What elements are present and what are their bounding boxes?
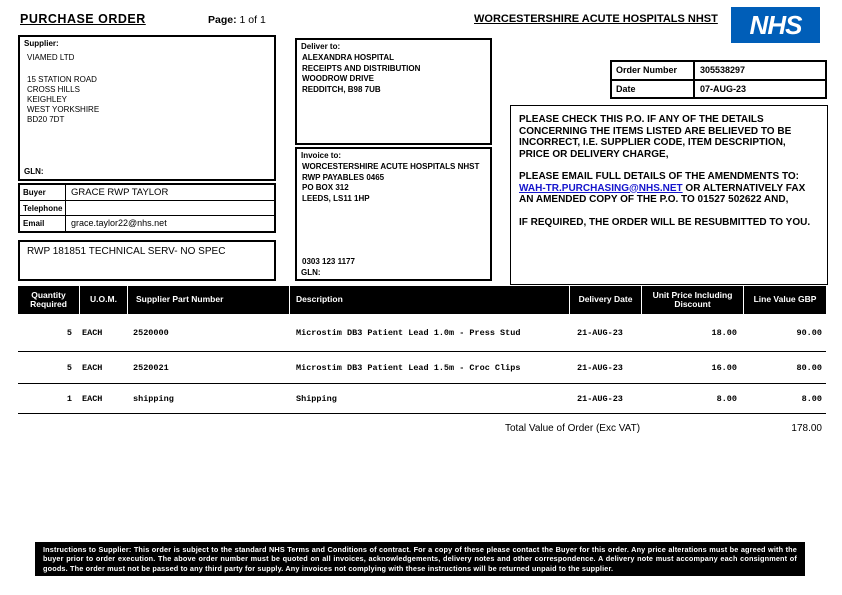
email-value: grace.taylor22@nhs.net — [71, 218, 167, 229]
item-line-value: 90.00 — [796, 327, 822, 338]
requisition-box — [18, 240, 276, 281]
deliver-address-line: RECEIPTS AND DISTRIBUTION — [302, 63, 421, 73]
item-uom: EACH — [82, 362, 103, 373]
item-part-number: 2520000 — [133, 327, 169, 338]
page-label: Page: — [208, 14, 237, 26]
item-description: Microstim DB3 Patient Lead 1.5m - Croc Clips — [296, 362, 521, 373]
deliver-address-line: WOODROW DRIVE — [302, 74, 374, 83]
item-delivery-date: 21-AUG-23 — [577, 327, 623, 338]
order-number-row — [612, 62, 825, 81]
supplier-address-line: 15 STATION ROAD — [27, 75, 97, 84]
item-qty: 1 — [66, 393, 72, 404]
item-delivery-date: 21-AUG-23 — [577, 393, 623, 404]
header-uom: U.O.M. — [80, 286, 128, 314]
invoice-gln-label: GLN: — [301, 268, 321, 277]
supplier-label: Supplier: — [24, 39, 59, 48]
order-date-label: Date — [612, 81, 695, 98]
order-number-label: Order Number — [612, 62, 695, 79]
item-qty: 5 — [66, 327, 72, 338]
item-unit-price: 18.00 — [711, 327, 737, 338]
requisition-text: RWP 181851 TECHNICAL SERV- NO SPEC — [27, 246, 226, 257]
item-unit-price: 8.00 — [716, 393, 737, 404]
invoice-address-line: LEEDS, LS11 1HP — [302, 193, 370, 203]
notice-box — [510, 105, 828, 285]
notice-paragraph-3: IF REQUIRED, THE ORDER WILL BE RESUBMITTED TO YOU. — [519, 216, 811, 228]
buyer-row — [20, 185, 274, 201]
header-description: Description — [290, 286, 570, 314]
buyer-label: Buyer — [20, 185, 66, 200]
item-description: Shipping — [296, 393, 337, 404]
supplier-address-line: CROSS HILLS — [27, 85, 80, 94]
item-uom: EACH — [82, 393, 103, 404]
invoice-address-line: WORCESTERSHIRE ACUTE HOSPITALS NHST — [302, 162, 480, 171]
order-info-table — [610, 60, 827, 99]
item-row — [18, 314, 826, 352]
email-row — [20, 216, 274, 231]
notice-paragraph-1: PLEASE CHECK THIS P.O. IF ANY OF THE DETAILS CONCERNING THE ITEMS LISTED ARE BELIEVED TO BE INCORRECT, I.E. SUPPLIER CODE, ITEM DESCRIPTION, PRICE OR DELIVERY CHARGE, — [519, 114, 792, 160]
header-supplier-part-number: Supplier Part Number — [128, 286, 290, 314]
supplier-name: VIAMED LTD — [27, 53, 75, 62]
deliver-to-address — [302, 53, 488, 95]
item-uom: EACH — [82, 327, 103, 338]
header-quantity-required: Quantity Required — [18, 286, 80, 314]
trust-name: WORCESTERSHIRE ACUTE HOSPITALS NHST — [474, 13, 718, 25]
email-label: Email — [20, 216, 66, 231]
notice-paragraph-2-after: OR ALTERNATIVELY FAX AN AMENDED COPY OF THE P.O. TO 01527 502622 AND, — [519, 182, 806, 205]
item-row — [18, 384, 826, 414]
header-delivery-date: Delivery Date — [570, 286, 642, 314]
item-line-value: 8.00 — [801, 393, 822, 404]
order-number-value: 305538297 — [700, 65, 746, 75]
page-indicator — [208, 14, 266, 26]
items-table-header — [18, 286, 826, 314]
invoice-to-address — [302, 162, 488, 204]
page-value: 1 of 1 — [239, 14, 266, 26]
item-row — [18, 352, 826, 384]
order-date-value: 07-AUG-23 — [700, 83, 747, 94]
deliver-to-box — [295, 38, 492, 145]
order-total-label: Total Value of Order (Exc VAT) — [505, 423, 641, 434]
telephone-value — [66, 201, 274, 216]
deliver-address-line: REDDITCH, B98 7UB — [302, 84, 381, 94]
header-line-value: Line Value GBP — [753, 294, 817, 305]
supplier-address — [27, 75, 99, 125]
item-part-number: shipping — [133, 393, 174, 404]
invoice-phone: 0303 123 1177 — [302, 257, 355, 266]
order-total-value: 178.00 — [791, 423, 822, 434]
invoice-address-line: RWP PAYABLES 0465 — [302, 172, 385, 182]
buyer-value: GRACE RWP TAYLOR — [71, 187, 169, 198]
supplier-gln-label: GLN: — [24, 167, 44, 176]
buyer-contact-table — [18, 183, 276, 233]
items-table — [18, 286, 826, 444]
invoice-to-box — [295, 147, 492, 281]
purchasing-email-link[interactable]: WAH-TR.PURCHASING@NHS.NET — [519, 182, 683, 194]
telephone-row — [20, 201, 274, 217]
telephone-label: Telephone — [20, 201, 66, 216]
notice-paragraph-2-before: PLEASE EMAIL FULL DETAILS OF THE AMENDMENTS TO: — [519, 171, 800, 182]
item-unit-price: 16.00 — [711, 362, 737, 373]
item-part-number: 2520021 — [133, 362, 169, 373]
order-date-row — [612, 81, 825, 98]
supplier-address-line: KEIGHLEY — [27, 95, 68, 104]
item-delivery-date: 21-AUG-23 — [577, 362, 623, 373]
nhs-logo-text: NHS — [749, 9, 802, 40]
invoice-address-line: PO BOX 312 — [302, 183, 349, 192]
item-description: Microstim DB3 Patient Lead 1.0m - Press Stud — [296, 327, 521, 338]
supplier-box — [18, 35, 276, 181]
nhs-logo — [731, 7, 820, 43]
supplier-address-line: WEST YORKSHIRE — [27, 105, 100, 114]
invoice-to-label: Invoice to: — [301, 151, 342, 160]
header-unit-price: Unit Price Including Discount — [642, 286, 744, 314]
deliver-to-label: Deliver to: — [301, 42, 341, 51]
supplier-address-line: BD20 7DT — [27, 115, 65, 124]
notice-paragraph-2 — [519, 171, 819, 206]
item-line-value: 80.00 — [796, 362, 822, 373]
supplier-instructions: Instructions to Supplier: This order is subject to the standard NHS Terms and Conditions of contract. For a copy of these please contact the Buyer for this order. Any price alterations must be agreed with the buyer prior to order execution. The above order number must be quoted on all invoices, acknowledgements, delivery notes and other correspondence. A delivery note must accompany each consignment of goods. The order must not be passed to any third party for supply. Any invoices not complying with these instructions will be returned unpaid to the supplier. — [35, 542, 805, 576]
item-qty: 5 — [66, 362, 72, 373]
order-total-row — [18, 414, 826, 444]
page-title: PURCHASE ORDER — [20, 12, 146, 26]
deliver-address-line: ALEXANDRA HOSPITAL — [302, 53, 394, 62]
